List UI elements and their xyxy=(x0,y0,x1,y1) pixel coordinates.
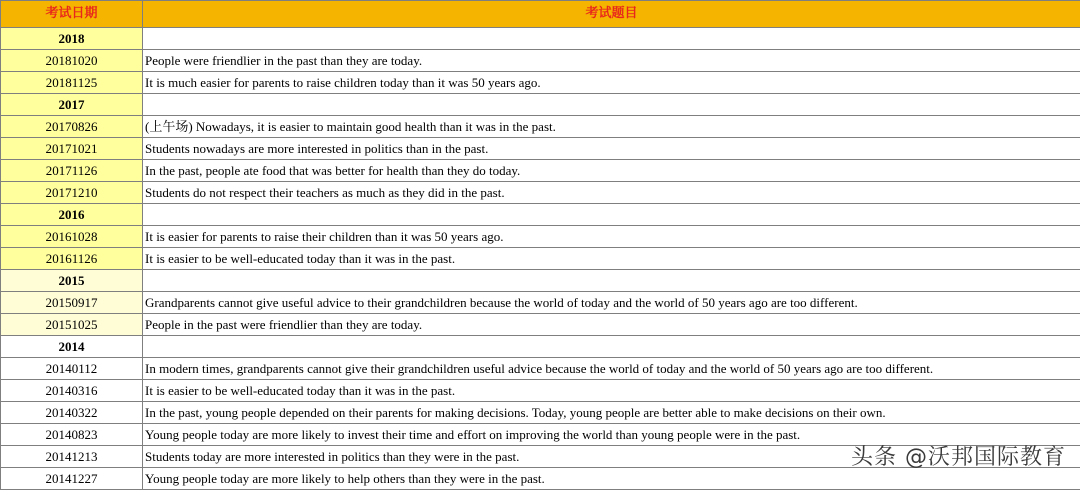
header-exam-topic: 考试题目 xyxy=(143,1,1080,28)
exam-date-cell: 20161028 xyxy=(1,226,143,248)
table-row xyxy=(1,50,1080,72)
exam-date-cell: 20171021 xyxy=(1,138,143,160)
exam-topic-cell: It is easier for parents to raise their children than it was 50 years ago. xyxy=(143,226,1080,248)
exam-topic-cell: Grandparents cannot give useful advice to their grandchildren because the world of today and the world of 50 years ago are too different. xyxy=(143,292,1080,314)
exam-topic-cell xyxy=(143,28,1080,50)
table-row xyxy=(1,248,1080,270)
year-cell: 2017 xyxy=(1,94,143,116)
exam-topic-cell xyxy=(143,336,1080,358)
table-row xyxy=(1,402,1080,424)
table-row xyxy=(1,182,1080,204)
year-cell: 2016 xyxy=(1,204,143,226)
exam-topic-cell: (上午场) Nowadays, it is easier to maintain good health than it was in the past. xyxy=(143,116,1080,138)
exam-topic-cell: Young people today are more likely to help others than they were in the past. xyxy=(143,468,1080,490)
exam-topic-cell xyxy=(143,204,1080,226)
exam-topic-cell: Students today are more interested in politics than they were in the past. xyxy=(143,446,1080,468)
exam-date-cell: 20161126 xyxy=(1,248,143,270)
exam-topic-cell xyxy=(143,94,1080,116)
exam-topic-cell: People in the past were friendlier than they are today. xyxy=(143,314,1080,336)
table-row xyxy=(1,116,1080,138)
exam-date-cell: 20170826 xyxy=(1,116,143,138)
year-cell: 2014 xyxy=(1,336,143,358)
year-row xyxy=(1,204,1080,226)
year-row xyxy=(1,270,1080,292)
table-row xyxy=(1,292,1080,314)
exam-date-cell: 20141213 xyxy=(1,446,143,468)
table-row xyxy=(1,358,1080,380)
exam-topic-cell: Students nowadays are more interested in politics than in the past. xyxy=(143,138,1080,160)
exam-topic-cell: It is easier to be well-educated today than it was in the past. xyxy=(143,248,1080,270)
exam-date-cell: 20140316 xyxy=(1,380,143,402)
exam-date-cell: 20140322 xyxy=(1,402,143,424)
table-body xyxy=(1,28,1080,490)
watermark: 头条 @沃邦国际教育 xyxy=(851,440,1066,471)
table-row xyxy=(1,160,1080,182)
header-row xyxy=(1,1,1080,28)
table-row xyxy=(1,226,1080,248)
header-exam-date: 考试日期 xyxy=(1,1,143,28)
exam-date-cell: 20181125 xyxy=(1,72,143,94)
table-row xyxy=(1,380,1080,402)
year-row xyxy=(1,28,1080,50)
exam-topic-cell: People were friendlier in the past than they are today. xyxy=(143,50,1080,72)
exam-topic-cell: Students do not respect their teachers as much as they did in the past. xyxy=(143,182,1080,204)
exam-topic-cell: Young people today are more likely to invest their time and effort on improving the world than young people were in the past. xyxy=(143,424,1080,446)
exam-date-cell: 20171126 xyxy=(1,160,143,182)
exam-topic-cell: It is easier to be well-educated today than it was in the past. xyxy=(143,380,1080,402)
table-row xyxy=(1,72,1080,94)
year-cell: 2018 xyxy=(1,28,143,50)
exam-topic-cell: In the past, young people depended on their parents for making decisions. Today, young people are better able to make decisions on their own. xyxy=(143,402,1080,424)
exam-date-cell: 20171210 xyxy=(1,182,143,204)
year-row xyxy=(1,336,1080,358)
exam-date-cell: 20151025 xyxy=(1,314,143,336)
exam-date-cell: 20140823 xyxy=(1,424,143,446)
exam-topic-cell xyxy=(143,270,1080,292)
exam-topic-cell: It is much easier for parents to raise children today than it was 50 years ago. xyxy=(143,72,1080,94)
exam-date-cell: 20140112 xyxy=(1,358,143,380)
exam-topic-cell: In the past, people ate food that was better for health than they do today. xyxy=(143,160,1080,182)
exam-date-cell: 20181020 xyxy=(1,50,143,72)
table-row xyxy=(1,138,1080,160)
year-cell: 2015 xyxy=(1,270,143,292)
year-row xyxy=(1,94,1080,116)
exam-date-cell: 20150917 xyxy=(1,292,143,314)
exam-date-cell: 20141227 xyxy=(1,468,143,490)
exam-topic-cell: In modern times, grandparents cannot give their grandchildren useful advice because the world of today and the world of 50 years ago are too different. xyxy=(143,358,1080,380)
table-row xyxy=(1,314,1080,336)
